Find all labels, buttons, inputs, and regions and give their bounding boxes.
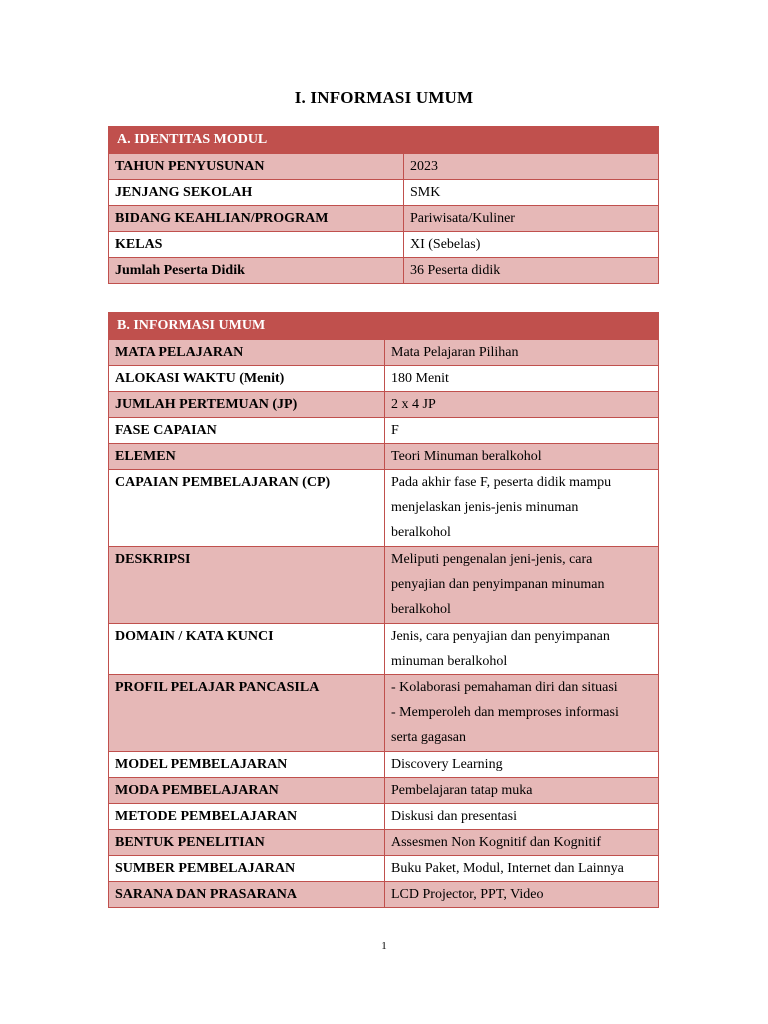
row-label: MATA PELAJARAN <box>109 340 385 366</box>
value-line: menjelaskan jenis-jenis minuman <box>391 500 579 515</box>
row-label: ELEMEN <box>109 444 385 470</box>
row-label: KELAS <box>109 232 404 258</box>
row-value: Pembelajaran tatap muka <box>385 778 659 804</box>
table-header-row <box>109 313 659 340</box>
row-label: JUMLAH PERTEMUAN (JP) <box>109 392 385 418</box>
row-label: DESKRIPSI <box>109 547 385 624</box>
row-label: TAHUN PENYUSUNAN <box>109 154 404 180</box>
row-value: Teori Minuman beralkohol <box>385 444 659 470</box>
value-line: serta gagasan <box>391 730 467 745</box>
row-label: DOMAIN / KATA KUNCI <box>109 624 385 675</box>
row-label: MODEL PEMBELAJARAN <box>109 752 385 778</box>
table-header-row <box>109 127 659 154</box>
row-value: 36 Peserta didik <box>404 258 659 284</box>
section-b-header: B. INFORMASI UMUM <box>109 313 659 340</box>
row-label: BENTUK PENELITIAN <box>109 830 385 856</box>
value-line: Jenis, cara penyajian dan penyimpanan <box>391 629 610 644</box>
row-label: CAPAIAN PEMBELAJARAN (CP) <box>109 470 385 547</box>
value-line: - Memperoleh dan memproses informasi <box>391 705 619 720</box>
value-line: - Kolaborasi pemahaman diri dan situasi <box>391 680 618 695</box>
row-value: Buku Paket, Modul, Internet dan Lainnya <box>385 856 659 882</box>
value-line: beralkohol <box>391 602 451 617</box>
table-row <box>109 830 659 856</box>
page-number: 1 <box>381 940 387 952</box>
row-value: Assesmen Non Kognitif dan Kognitif <box>385 830 659 856</box>
row-value: SMK <box>404 180 659 206</box>
row-label: PROFIL PELAJAR PANCASILA <box>109 675 385 752</box>
informasi-umum-table <box>108 312 659 908</box>
row-label: FASE CAPAIAN <box>109 418 385 444</box>
table-row <box>109 366 659 392</box>
value-line: beralkohol <box>391 525 451 540</box>
row-label: METODE PEMBELAJARAN <box>109 804 385 830</box>
table-row <box>109 470 659 547</box>
table-row <box>109 675 659 752</box>
row-label: SUMBER PEMBELAJARAN <box>109 856 385 882</box>
table-row <box>109 778 659 804</box>
identitas-modul-table <box>108 126 659 284</box>
row-value: Discovery Learning <box>385 752 659 778</box>
row-label: ALOKASI WAKTU (Menit) <box>109 366 385 392</box>
row-value <box>385 624 659 675</box>
section-a-header: A. IDENTITAS MODUL <box>109 127 659 154</box>
value-line: Pada akhir fase F, peserta didik mampu <box>391 475 612 490</box>
row-value: Pariwisata/Kuliner <box>404 206 659 232</box>
row-value: Mata Pelajaran Pilihan <box>385 340 659 366</box>
table-row <box>109 752 659 778</box>
row-value: 2 x 4 JP <box>385 392 659 418</box>
table-row <box>109 206 659 232</box>
table-row <box>109 180 659 206</box>
row-label: MODA PEMBELAJARAN <box>109 778 385 804</box>
row-label: Jumlah Peserta Didik <box>109 258 404 284</box>
value-line: penyajian dan penyimpanan minuman <box>391 577 605 592</box>
row-value <box>385 675 659 752</box>
row-value: XI (Sebelas) <box>404 232 659 258</box>
table-row <box>109 856 659 882</box>
table-row <box>109 418 659 444</box>
row-value: LCD Projector, PPT, Video <box>385 882 659 908</box>
table-row <box>109 444 659 470</box>
table-row <box>109 154 659 180</box>
row-label: JENJANG SEKOLAH <box>109 180 404 206</box>
table-row <box>109 392 659 418</box>
row-value: Diskusi dan presentasi <box>385 804 659 830</box>
table-row <box>109 547 659 624</box>
table-row <box>109 882 659 908</box>
row-value: F <box>385 418 659 444</box>
table-row <box>109 340 659 366</box>
value-line: Meliputi pengenalan jeni-jenis, cara <box>391 552 593 567</box>
row-value <box>385 470 659 547</box>
value-line: minuman beralkohol <box>391 654 508 669</box>
table-row <box>109 258 659 284</box>
row-value: 2023 <box>404 154 659 180</box>
table-row <box>109 804 659 830</box>
page-title: I. INFORMASI UMUM <box>294 88 474 107</box>
row-value: 180 Menit <box>385 366 659 392</box>
row-label: SARANA DAN PRASARANA <box>109 882 385 908</box>
row-label: BIDANG KEAHLIAN/PROGRAM <box>109 206 404 232</box>
table-row <box>109 624 659 675</box>
table-row <box>109 232 659 258</box>
row-value <box>385 547 659 624</box>
